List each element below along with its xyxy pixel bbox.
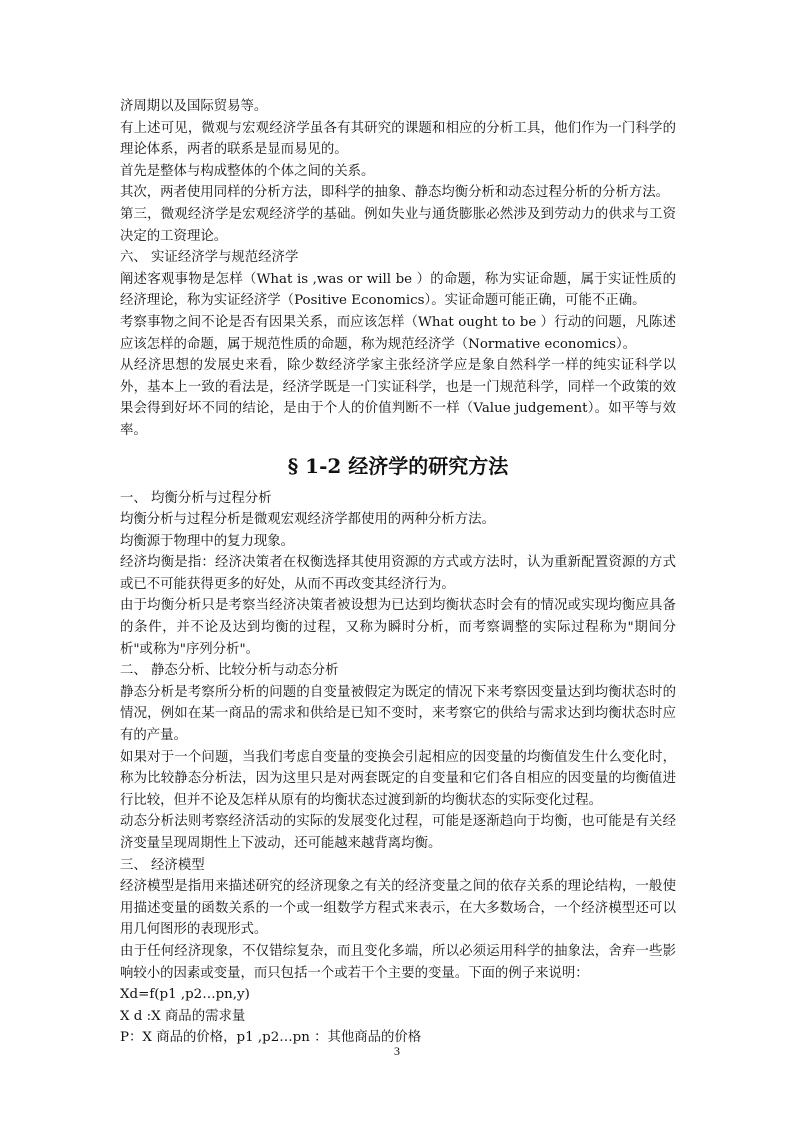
- formula: Xd=f(p1 ,p2…pn,y): [120, 987, 250, 1003]
- paragraph: 由于任何经济现象，不仅错综复杂，而且变化多端，所以必须运用科学的抽象法，舍弃一些影响较小的因素或变量，而只包括一个或若干个主要的变量。下面的例子来说明：: [120, 943, 676, 981]
- subheading: 六、 实证经济学与规范经济学: [120, 250, 299, 266]
- paragraph: 经济模型是指用来描述研究的经济现象之有关的经济变量之间的依存关系的理论结构，一般使用描述变量的函数关系的一个或一组数学方程式来表示，在大多数场合，一个经济模型还可以用几何图形的表现形式。: [120, 879, 676, 938]
- paragraph: 经济均衡是指：经济决策者在权衡选择其使用资源的方式或方法时，认为重新配置资源的方式或已不可能获得更多的好处，从而不再改变其经济行为。: [120, 555, 676, 592]
- section-heading: § 1-2 经济学的研究方法: [287, 453, 509, 478]
- formula-definition: X d :X 商品的需求量: [120, 1008, 246, 1024]
- paragraph: 济周期以及国际贸易等。: [120, 99, 268, 114]
- page-number: 3: [394, 1044, 400, 1058]
- subheading: 一、 均衡分析与过程分析: [120, 490, 272, 506]
- subheading: 三、 经济模型: [120, 857, 205, 873]
- paragraph: 首先是整体与构成整体的个体之间的关系。: [120, 163, 375, 179]
- paragraph: 动态分析法则考察经济活动的实际的发展变化过程，可能是逐渐趋向于均衡，也可能是有关经济变量呈现周期性上下波动，还可能越来越背离均衡。: [120, 814, 676, 851]
- paragraph: 从经济思想的发展史来看，除少数经济学家主张经济学应是象自然科学一样的纯实证科学以外，基本上一致的看法是，经济学既是一门实证科学，也是一门规范科学，同样一个政策的效果会得到好坏不同的结论，是由于个人的价值判断不一样（Value judgement）。如平等与效率。: [120, 358, 676, 438]
- paragraph: 由于均衡分析只是考察当经济决策者被设想为已达到均衡状态时会有的情况或实现均衡应具备的条件，并不论及达到均衡的过程，又称为瞬时分析，而考察调整的实际过程称为"期间分析"或称为"序列分析"。: [120, 598, 676, 657]
- paragraph: 均衡分析与过程分析是微观宏观经济学都使用的两种分析方法。: [120, 512, 495, 528]
- paragraph: 其次，两者使用同样的分析方法，即科学的抽象、静态均衡分析和动态过程分析的分析方法。: [120, 185, 670, 201]
- subheading: 二、 静态分析、比较分析与动态分析: [120, 663, 339, 679]
- document-body: [120, 96, 676, 1049]
- paragraph: 如果对于一个问题，当我们考虑自变量的变换会引起相应的因变量的均衡值发生什么变化时，称为比较静态分析法，因为这里只是对两套既定的自变量和它们各自相应的因变量的均衡值进行比较，但并不论及怎样从原有的均衡状态过渡到新的均衡状态的实际变化过程。: [120, 749, 676, 808]
- paragraph: 均衡源于物理中的复力现象。: [120, 533, 295, 549]
- formula-definition: P：X 商品的价格，p1 ,p2…pn ：其他商品的价格: [120, 1030, 422, 1046]
- paragraph: 阐述客观事物是怎样（What is ,was or will be ）的命题，称为实证命题，属于实证性质的经济理论，称为实证经济学（Positive Economics）。实证命题可能正确，可能不正确。: [120, 271, 676, 309]
- paragraph: 有上述可见，微观与宏观经济学虽各有其研究的课题和相应的分析工具，他们作为一门科学的理论体系，两者的联系是显而易见的。: [120, 120, 676, 158]
- paragraph: 静态分析是考察所分析的问题的自变量被假定为既定的情况下来考察因变量达到均衡状态时的情况，例如在某一商品的需求和供给是已知不变时，来考察它的供给与需求达到均衡状态时应有的产量。: [120, 684, 676, 744]
- paragraph: 第三，微观经济学是宏观经济学的基础。例如失业与通货膨胀必然涉及到劳动力的供求与工资决定的工资理论。: [120, 206, 676, 244]
- paragraph: 考察事物之间不论是否有因果关系，而应该怎样（What ought to be ）行动的问题，凡陈述应该怎样的命题，属于规范性质的命题，称为规范经济学（Normative economics）。: [120, 314, 676, 352]
